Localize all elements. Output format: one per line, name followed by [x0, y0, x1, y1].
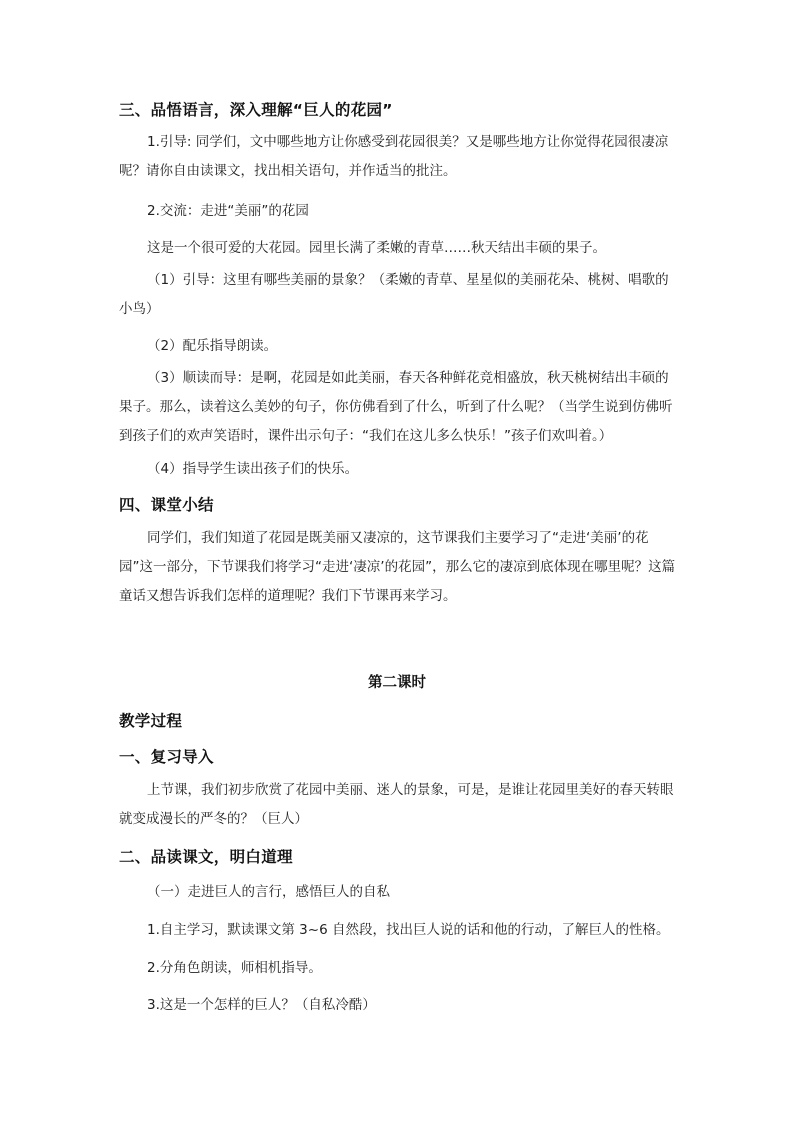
- process-heading: 教学过程: [119, 712, 183, 730]
- paragraph-guide: 1.引导: 同学们，文中哪些地方让你感受到花园很美？又是哪些地方让你觉得花园很凄凉呢？请你自由读课文，找出相关语句，并作适当的批注。: [119, 134, 669, 179]
- section-heading-3: 三、品悟语言，深入理解“巨人的花园”: [119, 101, 393, 119]
- item-1: 1.自主学习，默读课文第 3~6 自然段，找出巨人说的话和他的行动，了解巨人的性格。: [147, 922, 670, 938]
- paragraph-quote: 这是一个很可爱的大花园。园里长满了柔嫩的青草……秋天结出丰硕的果子。: [147, 240, 606, 256]
- subsection-1: （一）走进巨人的言行，感悟巨人的自私: [147, 884, 390, 900]
- read-heading: 二、品读课文，明白道理: [119, 848, 293, 866]
- paragraph-step-2: （2）配乐指导朗读。: [147, 338, 278, 354]
- paragraph-step-1: （1）引导：这里有哪些美丽的景象？（柔嫩的青草、星星似的美丽花朵、桃树、唱歌的小鸟）: [119, 272, 669, 317]
- item-3: 3.这是一个怎样的巨人？（自私冷酷）: [147, 997, 376, 1013]
- paragraph-step-4: （4）指导学生读出孩子们的快乐。: [147, 461, 359, 477]
- paragraph-exchange: 2.交流：走进“美丽”的花园: [147, 203, 309, 219]
- paragraph-review: 上节课，我们初步欣赏了花园中美丽、迷人的景象，可是，是谁让花园里美好的春天转眼就变成漫长的严冬的？（巨人）: [119, 782, 674, 827]
- paragraph-summary: 同学们，我们知道了花园是既美丽又凄凉的，这节课我们主要学习了“走进‘美丽’的花园”这一部分，下节课我们将学习“走进‘凄凉’的花园”，那么它的凄凉到底体现在哪里呢？这篇童话又想告诉我们怎样的道理呢？我们下节课再来学习。: [119, 530, 676, 604]
- section-heading-4: 四、课堂小结: [119, 496, 214, 514]
- item-2: 2.分角色朗读，师相机指导。: [147, 960, 322, 976]
- lesson-title: 第二课时: [368, 675, 426, 691]
- paragraph-step-3: （3）顺读而导：是啊，花园是如此美丽，春天各种鲜花竞相盛放，秋天桃树结出丰硕的果子。那么，读着这么美妙的句子，你仿佛看到了什么，听到了什么呢？（当学生说到仿佛听到孩子们的欢声笑语时，课件出示句子：“我们在这儿多么快乐！”孩子们欢叫着。）: [119, 370, 673, 444]
- review-heading: 一、复习导入: [119, 748, 214, 766]
